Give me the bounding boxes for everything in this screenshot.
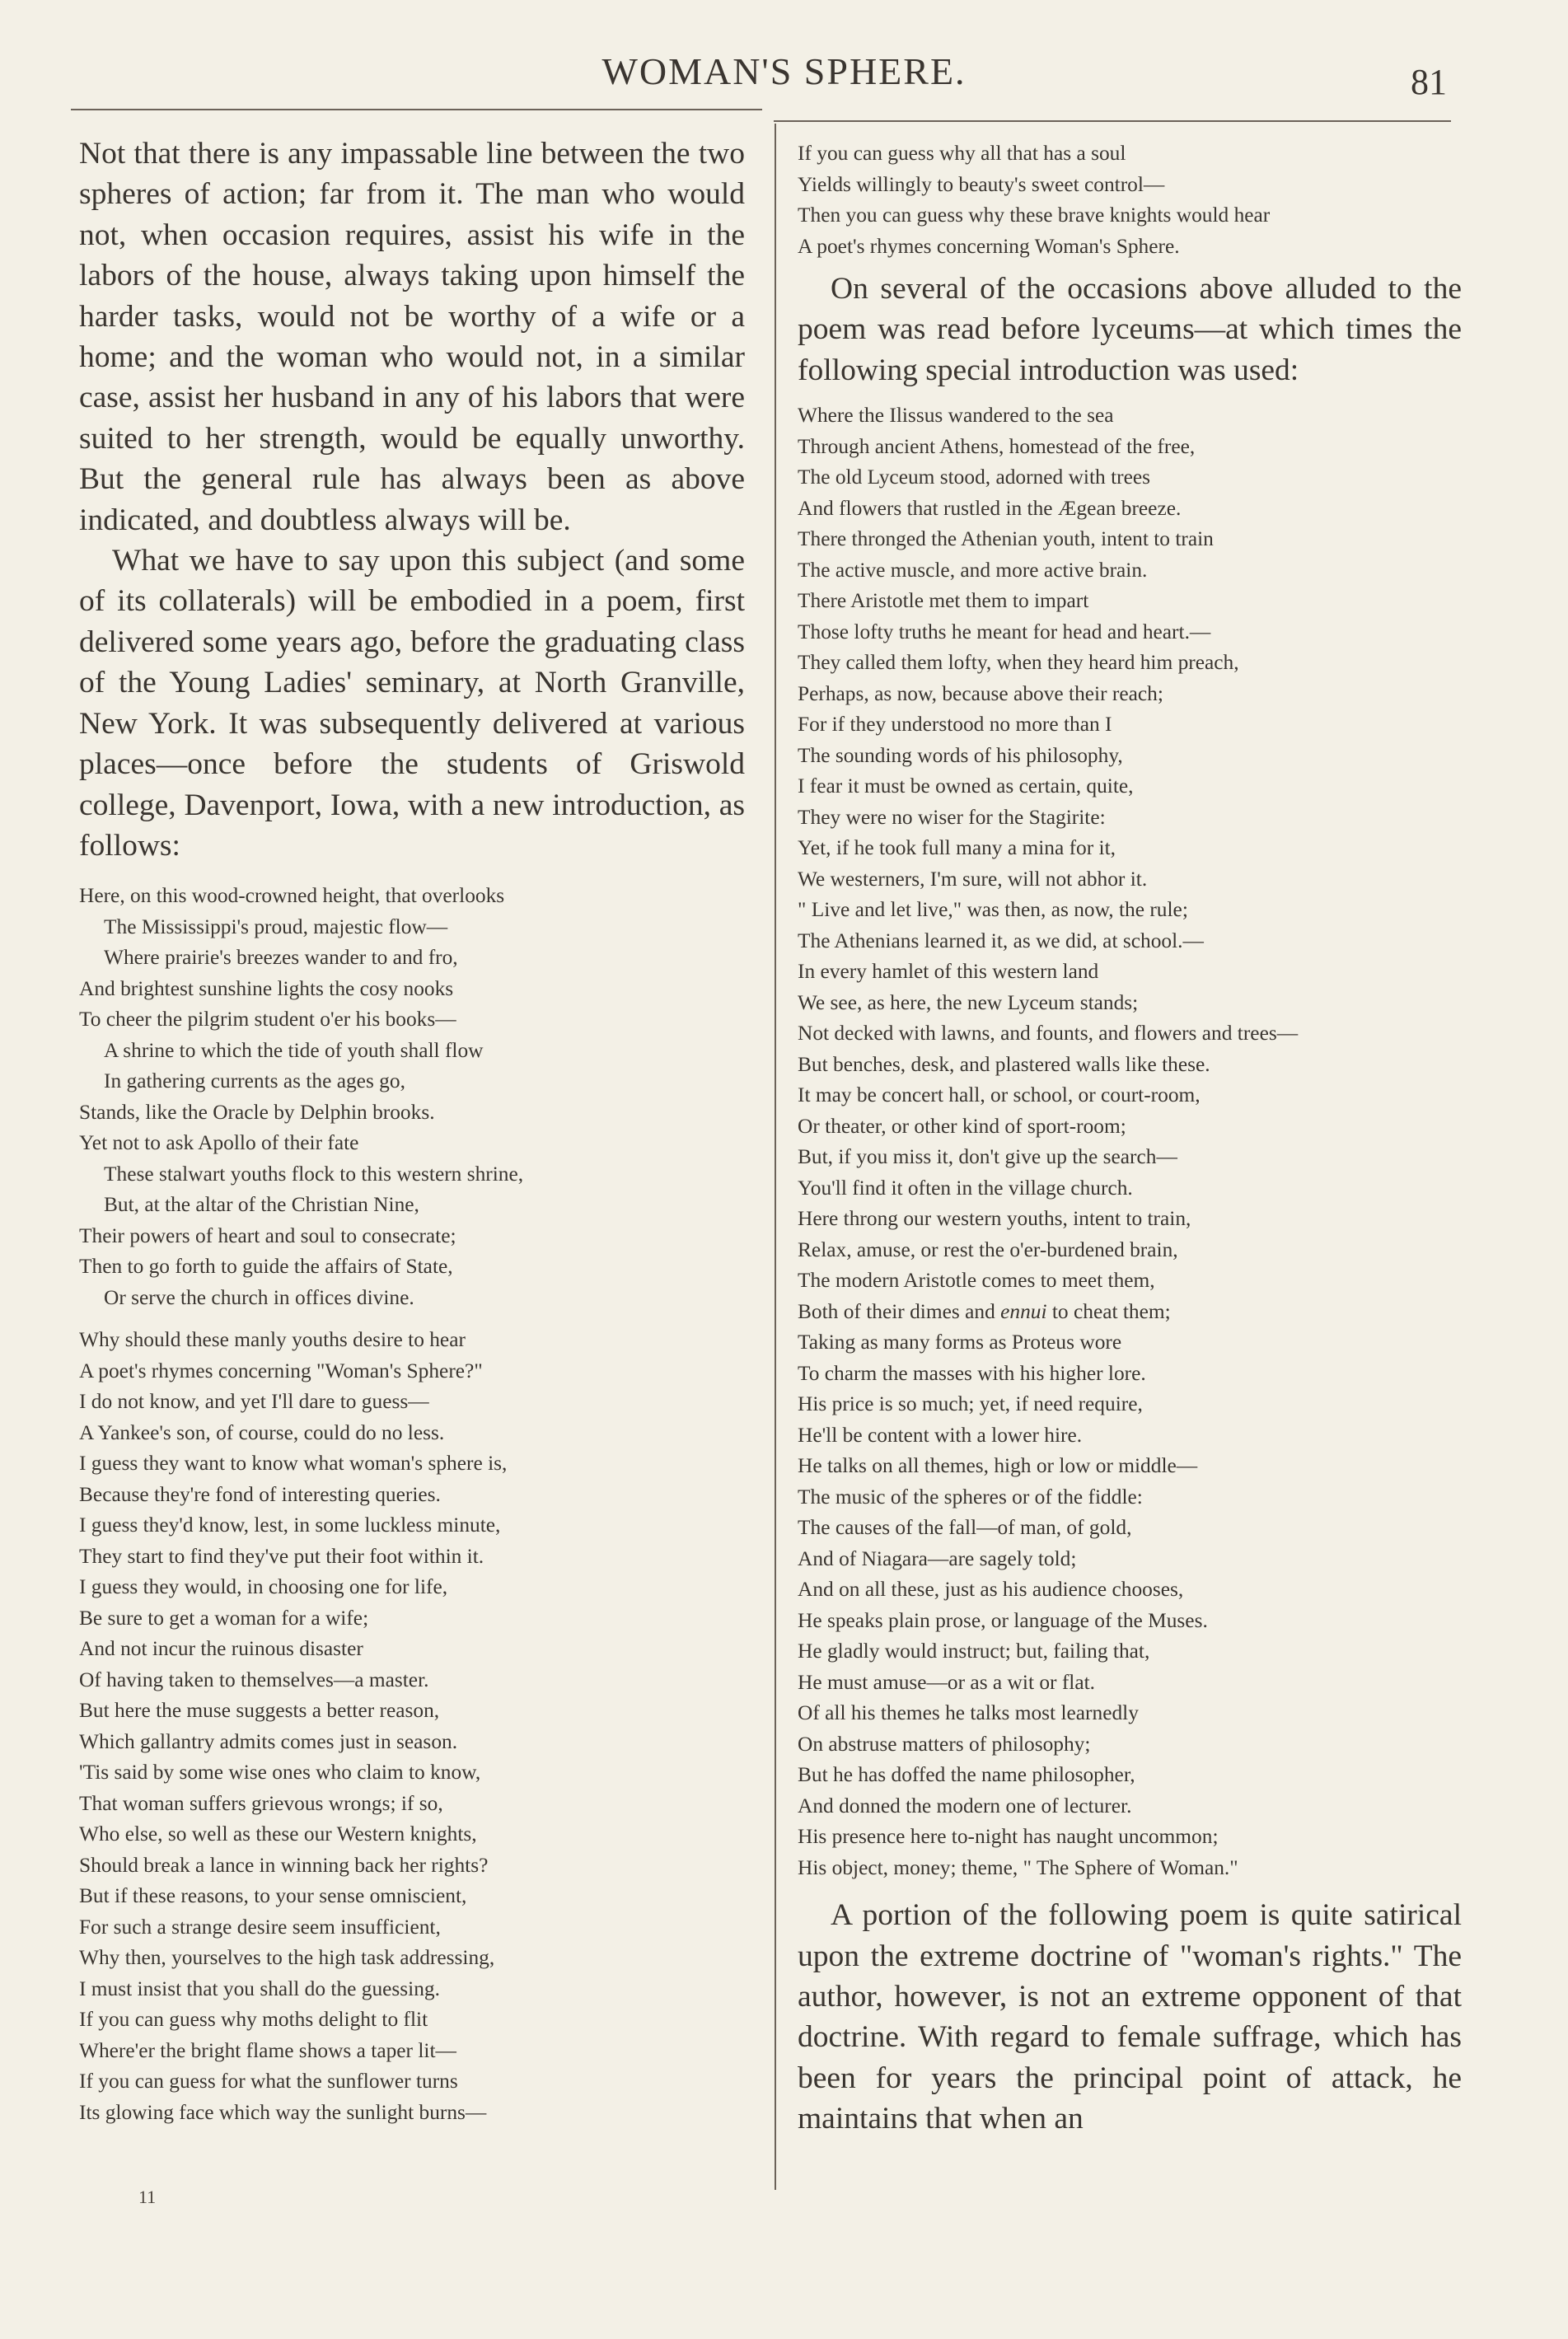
verse-line: And not incur the ruinous disaster [79, 1637, 363, 1661]
verse-line: You'll find it often in the village church. [798, 1176, 1133, 1200]
verse-line: Where the Ilissus wandered to the sea [798, 404, 1114, 428]
verse-line: 'Tis said by some wise ones who claim to know, [79, 1761, 481, 1785]
verse-line: The old Lyceum stood, adorned with trees [798, 465, 1151, 489]
verse-line: I guess they want to know what woman's sphere is, [79, 1452, 508, 1476]
verse-line: Who else, so well as these our Western knights, [79, 1822, 477, 1846]
verse-line: It may be concert hall, or school, or court-room, [798, 1083, 1201, 1107]
verse-line: But, at the altar of the Christian Nine, [104, 1193, 419, 1217]
poem-intro [79, 881, 745, 1313]
verse-line: Through ancient Athens, homestead of the free, [798, 434, 1196, 458]
verse-line: Should break a lance in winning back her rights? [79, 1853, 489, 1877]
header-rule-right [774, 120, 1451, 122]
right-column [798, 138, 1462, 2140]
left-prose [79, 133, 745, 866]
verse-line: Why then, yourselves to the high task addressing, [79, 1946, 495, 1970]
verse-line: Those lofty truths he meant for head and heart.— [798, 620, 1211, 643]
page-header [0, 43, 1568, 101]
verse-line: But he has doffed the name philosopher, [798, 1763, 1135, 1787]
verse-line: Then to go forth to guide the affairs of State, [79, 1255, 453, 1279]
verse-line: Yet not to ask Apollo of their fate [79, 1131, 359, 1155]
poem-main [79, 1325, 745, 2128]
verse-line: A shrine to which the tide of youth shall flow [104, 1038, 484, 1062]
poem-continuation [798, 138, 1462, 262]
verse-line: And on all these, just as his audience chooses, [798, 1578, 1184, 1602]
page-number: 81 [1411, 62, 1447, 102]
verse-line: Yet, if he took full many a mina for it, [798, 836, 1116, 860]
verse-line: And brightest sunshine lights the cosy nooks [79, 976, 454, 1000]
verse-line: Be sure to get a woman for a wife; [79, 1606, 369, 1630]
signature-mark: 11 [138, 2187, 157, 2207]
verse-line: He'll be content with a lower hire. [798, 1423, 1083, 1447]
verse-line: His presence here to-night has naught uncommon; [798, 1825, 1219, 1849]
verse-line: A poet's rhymes concerning Woman's Sphere. [798, 234, 1180, 258]
verse-line: The Mississippi's proud, majestic flow— [104, 915, 448, 938]
verse-line: For such a strange desire seem insufficient, [79, 1915, 441, 1939]
verse-line: And of Niagara—are sagely told; [798, 1546, 1077, 1570]
verse-line: Here, on this wood-crowned height, that overlooks [79, 884, 505, 908]
verse-line: In gathering currents as the ages go, [104, 1069, 405, 1093]
verse-line: For if they understood no more than I [798, 713, 1112, 737]
verse-line: To charm the masses with his higher lore. [798, 1361, 1146, 1385]
verse-line: Of all his themes he talks most learnedly [798, 1701, 1139, 1725]
verse-line: In every hamlet of this western land [798, 960, 1099, 984]
verse-line: I must insist that you shall do the guessing. [79, 1976, 440, 2000]
verse-line: " Live and let live," was then, as now, the rule; [798, 898, 1188, 922]
verse-line: The sounding words of his philosophy, [798, 743, 1123, 767]
verse-line: Where'er the bright flame shows a taper lit— [79, 2038, 456, 2062]
verse-line: I guess they'd know, lest, in some luckless minute, [79, 1513, 501, 1537]
verse-line: There Aristotle met them to impart [798, 589, 1089, 613]
column-divider [775, 124, 776, 2190]
right-prose-2 [798, 1895, 1462, 2139]
verse-line: Then you can guess why these brave knights would hear [798, 203, 1271, 227]
verse-line: I do not know, and yet I'll dare to guess— [79, 1390, 429, 1414]
verse-line: They were no wiser for the Stagirite: [798, 805, 1106, 829]
verse-line: Where prairie's breezes wander to and fro, [104, 946, 458, 970]
verse-line: The music of the spheres or of the fiddle: [798, 1485, 1143, 1509]
verse-line: Or serve the church in offices divine. [104, 1285, 414, 1309]
verse-line: If you can guess for what the sunflower turns [79, 2070, 458, 2093]
verse-line: Relax, amuse, or rest the o'er-burdened brain, [798, 1237, 1178, 1261]
left-column [79, 133, 745, 2128]
verse-line: We see, as here, the new Lyceum stands; [798, 990, 1139, 1014]
verse-line: But here the muse suggests a better reason, [79, 1699, 440, 1723]
verse-line: They called them lofty, when they heard him preach, [798, 651, 1239, 675]
verse-line: A Yankee's son, of course, could do no less. [79, 1420, 445, 1444]
verse-line: On abstruse matters of philosophy; [798, 1732, 1091, 1756]
verse-line: But benches, desk, and plastered walls like these. [798, 1052, 1210, 1076]
verse-line: He speaks plain prose, or language of the Muses. [798, 1608, 1208, 1632]
verse-line: Taking as many forms as Proteus wore [798, 1331, 1122, 1354]
verse-line: Its glowing face which way the sunlight burns— [79, 2100, 487, 2124]
paragraph: What we have to say upon this subject (and some of its collaterals) will be embodied in a poem, first delivered some years ago, before the graduating class of the Young Ladies' seminary, at North Granville, New York. It was subsequently delivered at various places—once before the students of Griswold college, Davenport, Iowa, with a new introduction, as follows: [79, 544, 745, 863]
header-rule-left [71, 109, 762, 110]
verse-line: The modern Aristotle comes to meet them, [798, 1269, 1155, 1293]
verse-line: The Athenians learned it, as we did, at school.— [798, 929, 1204, 952]
running-title: WOMAN'S SPHERE. [601, 50, 967, 92]
verse-line: Both of their dimes and ennui to cheat them; [798, 1299, 1171, 1323]
verse-line: If you can guess why moths delight to flit [79, 2008, 428, 2032]
verse-line: I guess they would, in choosing one for life, [79, 1575, 448, 1599]
paragraph: A portion of the following poem is quite satirical upon the extreme doctrine of "woman's rights." The author, however, is not an extreme opponent of that doctrine. With regard to female suffrage, which has been for years the principal point of attack, he maintains that when an [798, 1898, 1462, 2136]
paragraph: Not that there is any impassable line between the two spheres of action; far from it. The man who would not, when occasion requires, assist his wife in the labors of the house, always taking upon himself the harder tasks, would not be worthy of a wife or a home; and the woman who would not, in a similar case, assist her husband in any of his labors that were suited to her strength, would be equally unworthy. But the general rule has always been as above indicated, and doubtless always will be. [79, 137, 745, 537]
verse-line: I fear it must be owned as certain, quite, [798, 774, 1134, 798]
verse-line: A poet's rhymes concerning "Woman's Sphere?" [79, 1359, 483, 1382]
italic-word: ennui [1000, 1299, 1047, 1323]
verse-line: These stalwart youths flock to this western shrine, [104, 1162, 524, 1186]
verse-line: That woman suffers grievous wrongs; if so, [79, 1791, 443, 1815]
verse-line: Of having taken to themselves—a master. [79, 1668, 429, 1691]
verse-line: Which gallantry admits comes just in season. [79, 1729, 458, 1753]
verse-line: If you can guess why all that has a soul [798, 142, 1126, 165]
verse-line: Perhaps, as now, because above their reach; [798, 681, 1163, 705]
verse-line: He gladly would instruct; but, failing that, [798, 1640, 1150, 1663]
verse-line: To cheer the pilgrim student o'er his books— [79, 1008, 456, 1031]
verse-line: But, if you miss it, don't give up the search— [798, 1145, 1177, 1169]
verse-line: Here throng our western youths, intent to train, [798, 1207, 1191, 1231]
verse-line: They start to find they've put their foot within it. [79, 1544, 484, 1568]
verse-line: Why should these manly youths desire to hear [79, 1328, 466, 1352]
verse-line: His price is so much; yet, if need require, [798, 1392, 1143, 1416]
right-prose-1 [798, 269, 1462, 391]
verse-line: He must amuse—or as a wit or flat. [798, 1670, 1096, 1694]
verse-line: He talks on all themes, high or low or middle— [798, 1454, 1198, 1478]
verse-line: There thronged the Athenian youth, intent to train [798, 527, 1214, 551]
verse-line: Stands, like the Oracle by Delphin brooks. [79, 1100, 435, 1124]
verse-line: The causes of the fall—of man, of gold, [798, 1516, 1132, 1540]
verse-line: Their powers of heart and soul to consecrate; [79, 1223, 456, 1247]
verse-line: Yields willingly to beauty's sweet control— [798, 172, 1165, 196]
verse-line: But if these reasons, to your sense omniscient, [79, 1884, 467, 1908]
verse-line: And flowers that rustled in the Ægean breeze. [798, 496, 1182, 520]
verse-line: Or theater, or other kind of sport-room; [798, 1114, 1126, 1138]
verse-line: His object, money; theme, " The Sphere of Woman." [798, 1855, 1238, 1879]
verse-line: And donned the modern one of lecturer. [798, 1794, 1132, 1817]
paragraph: On several of the occasions above alluded to the poem was read before lyceums—at which times the following special introduction was used: [798, 272, 1462, 387]
lyceum-poem [798, 400, 1462, 1883]
verse-line: We westerners, I'm sure, will not abhor it. [798, 867, 1148, 891]
verse-line: Not decked with lawns, and founts, and flowers and trees— [798, 1022, 1299, 1046]
verse-line: Because they're fond of interesting queries. [79, 1482, 441, 1506]
verse-line: The active muscle, and more active brain. [798, 558, 1148, 582]
